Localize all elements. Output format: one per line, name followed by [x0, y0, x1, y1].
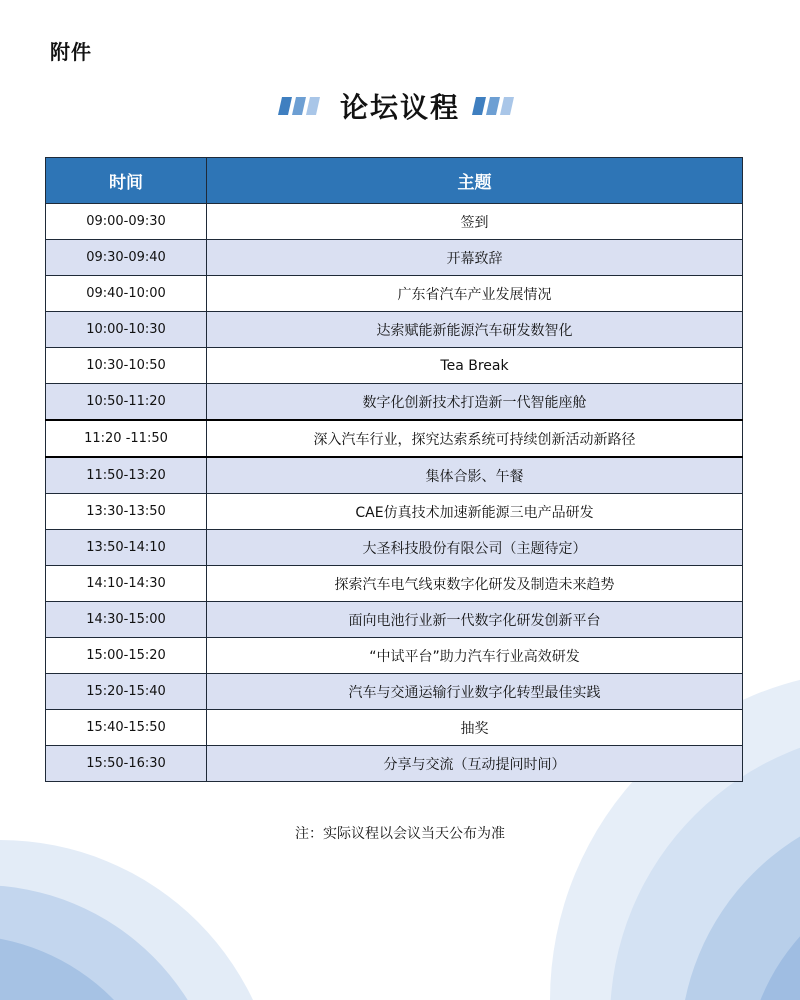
row-time: 11:20 -11:50 [46, 420, 207, 457]
table-row [46, 638, 743, 674]
footnote: 注：实际议程以会议当天公布为准 [295, 826, 505, 842]
header-topic: 主题 [207, 158, 743, 204]
row-topic: 面向电池行业新一代数字化研发创新平台 [207, 602, 743, 638]
row-time: 14:10-14:30 [46, 566, 207, 602]
row-time: 15:50-16:30 [46, 746, 207, 782]
row-time: 15:00-15:20 [46, 638, 207, 674]
row-topic: “中试平台”助力汽车行业高效研发 [207, 638, 743, 674]
row-time: 13:50-14:10 [46, 530, 207, 566]
table-row [46, 348, 743, 384]
table-row [46, 674, 743, 710]
row-time: 10:50-11:20 [46, 384, 207, 421]
row-time: 09:00-09:30 [46, 204, 207, 240]
row-topic: 汽车与交通运输行业数字化转型最佳实践 [207, 674, 743, 710]
header-time: 时间 [46, 158, 207, 204]
row-topic: 深入汽车行业，探究达索系统可持续创新活动新路径 [207, 420, 743, 457]
table-row [46, 276, 743, 312]
row-topic: 开幕致辞 [207, 240, 743, 276]
row-topic: CAE仿真技术加速新能源三电产品研发 [207, 494, 743, 530]
table-header-row [46, 158, 743, 204]
row-topic: 签到 [207, 204, 743, 240]
row-topic: Tea Break [207, 348, 743, 384]
table-row [46, 312, 743, 348]
row-time: 09:30-09:40 [46, 240, 207, 276]
table-row [46, 494, 743, 530]
row-time: 09:40-10:00 [46, 276, 207, 312]
table-row [46, 746, 743, 782]
row-time: 15:40-15:50 [46, 710, 207, 746]
row-time: 14:30-15:00 [46, 602, 207, 638]
table-row [46, 530, 743, 566]
table-row [46, 602, 743, 638]
row-time: 10:00-10:30 [46, 312, 207, 348]
row-topic: 探索汽车电气线束数字化研发及制造未来趋势 [207, 566, 743, 602]
table-row [46, 204, 743, 240]
table-row [46, 240, 743, 276]
row-topic: 数字化创新技术打造新一代智能座舱 [207, 384, 743, 421]
row-topic: 广东省汽车产业发展情况 [207, 276, 743, 312]
title-left-stripes-icon [278, 97, 328, 115]
agenda-table [45, 157, 743, 782]
row-topic: 大圣科技股份有限公司（主题待定） [207, 530, 743, 566]
row-time: 15:20-15:40 [46, 674, 207, 710]
row-topic: 抽奖 [207, 710, 743, 746]
title-row [0, 84, 800, 128]
row-time: 10:30-10:50 [46, 348, 207, 384]
row-time: 13:30-13:50 [46, 494, 207, 530]
table-row [46, 420, 743, 457]
row-topic: 分享与交流（互动提问时间） [207, 746, 743, 782]
table-row [46, 457, 743, 494]
table-row [46, 566, 743, 602]
table-row [46, 384, 743, 421]
title-right-stripes-icon [472, 97, 522, 115]
attachment-label: 附件 [50, 40, 92, 64]
page-title: 论坛议程 [339, 91, 460, 124]
row-topic: 达索赋能新能源汽车研发数智化 [207, 312, 743, 348]
table-row [46, 710, 743, 746]
row-time: 11:50-13:20 [46, 457, 207, 494]
row-topic: 集体合影、午餐 [207, 457, 743, 494]
